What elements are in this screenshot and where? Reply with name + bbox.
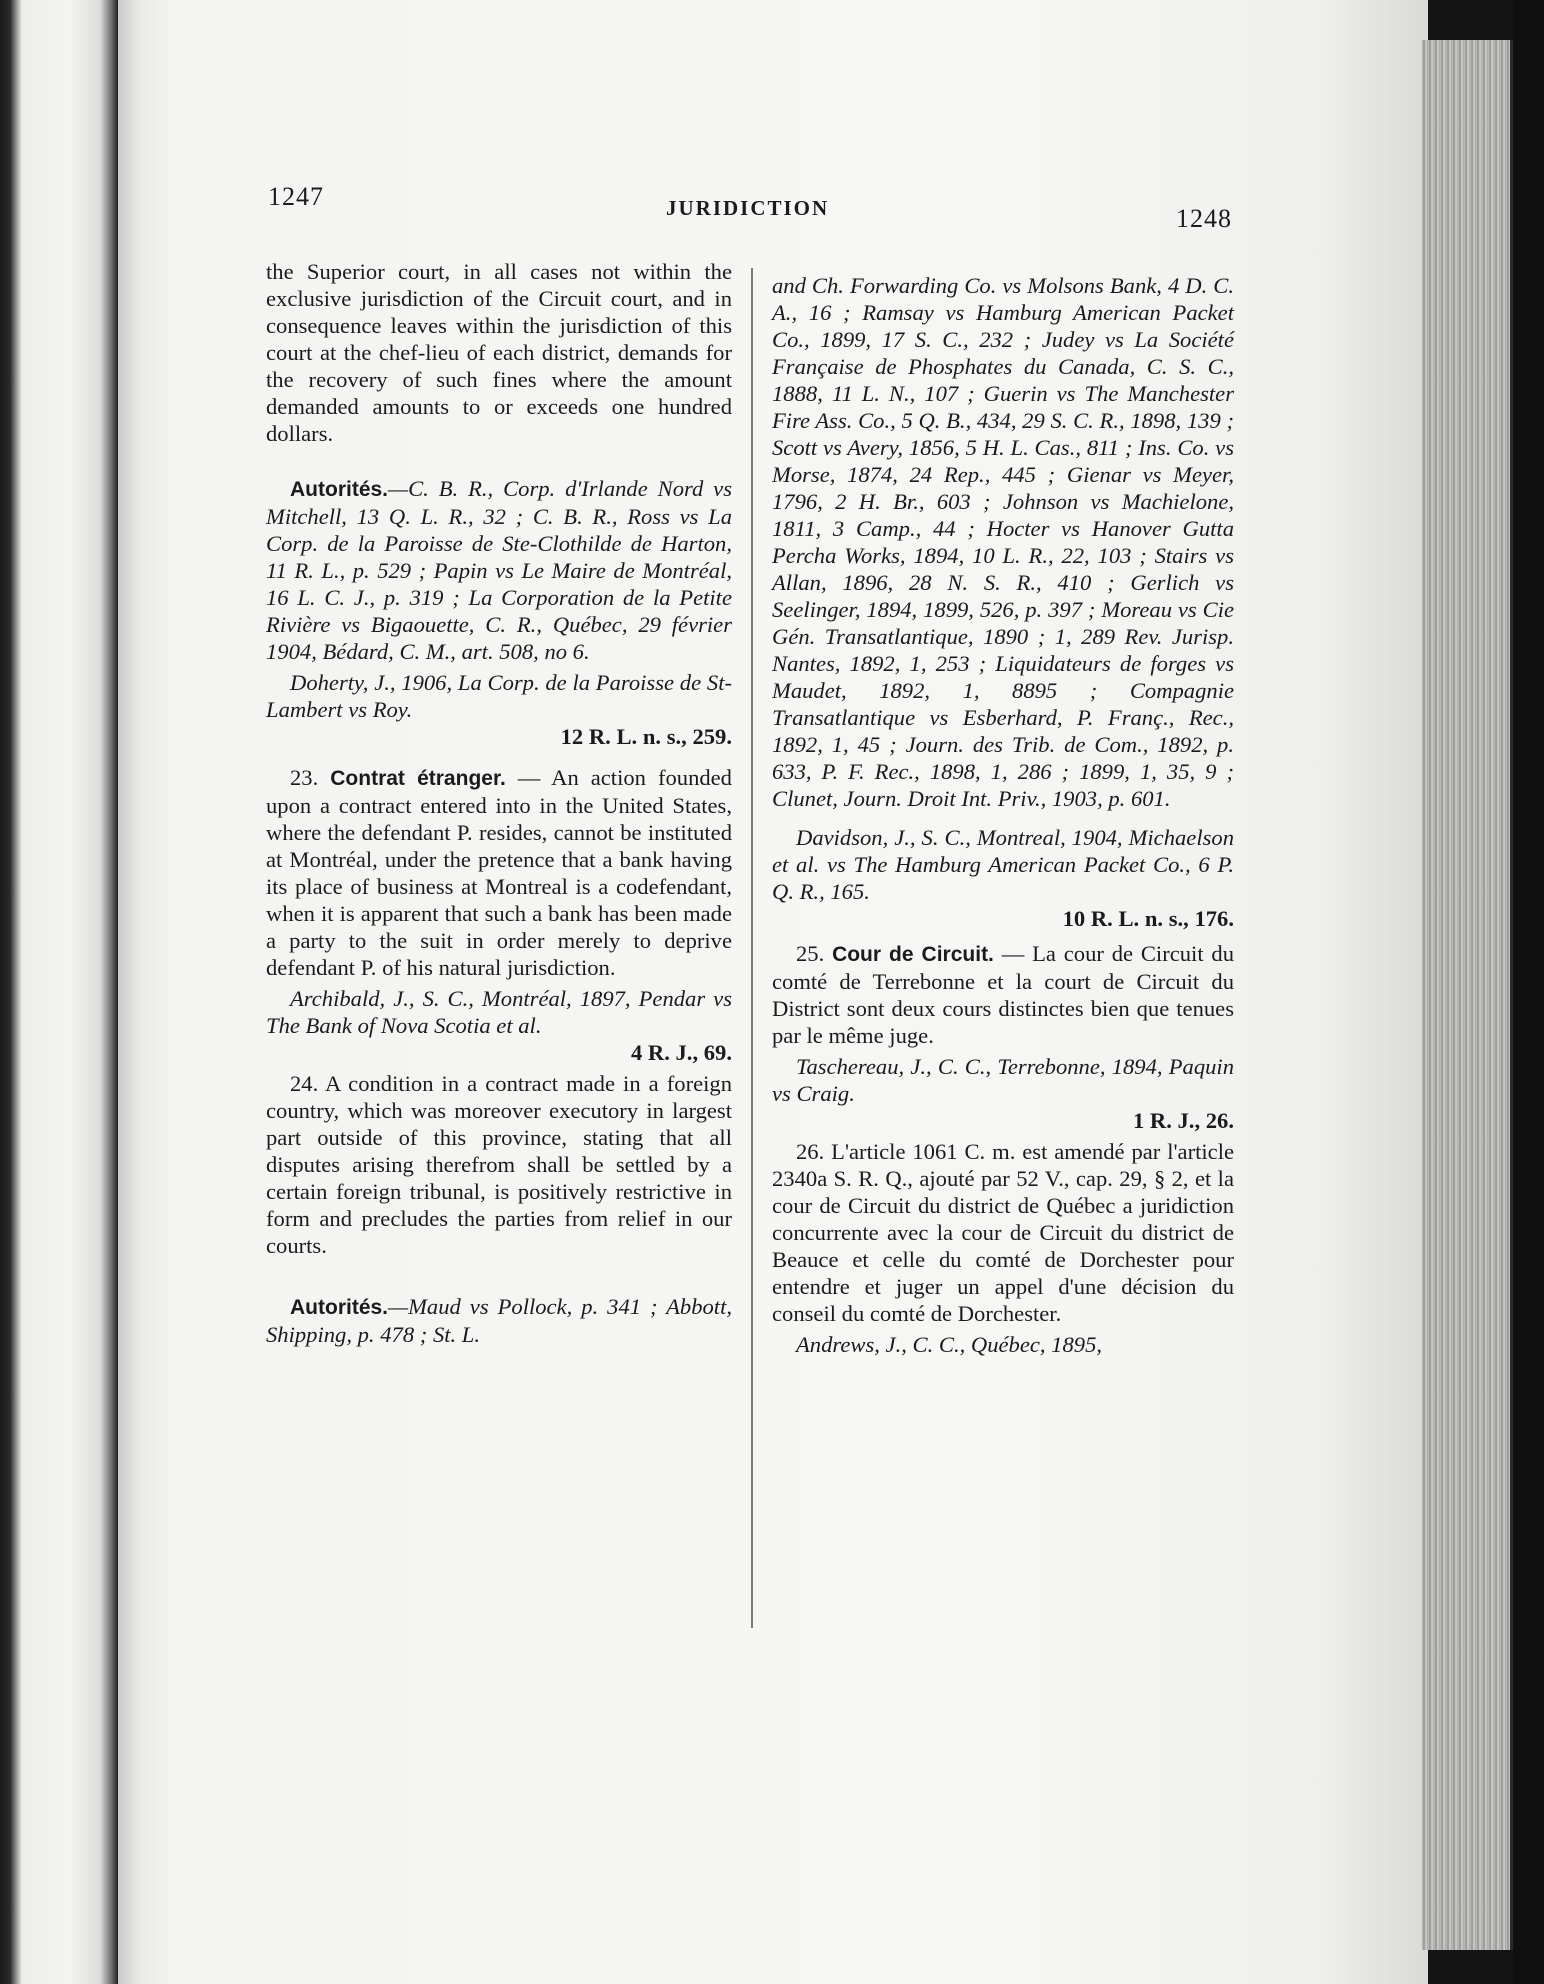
- page-number-right: 1248: [1176, 204, 1232, 233]
- running-head: JURIDICTION: [666, 196, 830, 220]
- page-stack-edges: [1422, 40, 1513, 1950]
- citation: Taschereau, J., C. C., Terrebonne, 1894, Paquin vs Craig.: [772, 1054, 1234, 1106]
- right-column: [772, 272, 1234, 1358]
- references-list: and Ch. Forwarding Co. vs Molsons Bank, 4 D. C. A., 16 ; Ramsay vs Hamburg American Packet Co., 1899, 17 S. C., 232 ; Judey vs La Société Française de Phosphates du Canada, C. S. C., 1888, 11 L. N., 107 ; Guerin vs The Manchester Fire Ass. Co., 5 Q. B., 434, 29 S. C. R., 1898, 139 ; Scott vs Avery, 1856, 5 H. L. Cas., 811 ; Ins. Co. vs Morse, 1874, 24 Rep., 445 ; Gienar vs Meyer, 1796, 2 H. Br., 603 ; Johnson vs Machielone, 1811, 3 Camp., 44 ; Hocter vs Hanover Gutta Percha Works, 1894, 10 L. R., 22, 103 ; Stairs vs Allan, 1896, 28 N. S. R., 410 ; Gerlich vs Seelinger, 1894, 1899, 526, p. 397 ; Moreau vs Cie Gén. Transatlantique, 1890 ; 1, 289 Rev. Jurisp. Nantes, 1892, 1, 253 ; Liquidateurs de forges vs Maudet, 1892, 1, 8895 ; Compagnie Transatlantique vs Esberhard, P. Franç., Rec., 1892, 1, 45 ; Journ. des Trib. de Com., 1892, p. 633, P. F. Rec., 1898, 1, 286 ; 1899, 1, 35, 9 ; Clunet, Journ. Droit Int. Priv., 1903, p. 601.: [772, 273, 1234, 811]
- section-24: 24. A condition in a contract made in a foreign country, which was moreover executory in largest part outside of this province, stating that all disputes arising therefrom shall be settled by a certain foreign tribunal, is positively restrictive in form and precludes the parties from relief in our courts.: [266, 1071, 732, 1258]
- citation: Doherty, J., 1906, La Corp. de la Paroisse de St-Lambert vs Roy.: [266, 670, 732, 722]
- autorites-label: Autorités.: [290, 1296, 389, 1319]
- autorites-label: Autorités.: [290, 478, 389, 501]
- autorites-text: —Maud vs Pollock, p. 341 ; Abbott, Shipping, p. 478 ; St. L.: [266, 1294, 732, 1347]
- citation: Andrews, J., C. C., Québec, 1895,: [796, 1332, 1103, 1357]
- section-26: 26. L'article 1061 C. m. est amendé par l'article 2340a S. R. Q., ajouté par 52 V., cap. 29, § 2, et la cour de Circuit du district de Québec a juridiction concurrente avec la cour de Circuit du district de Beauce et celle du comté de Dorchester pour entendre et juger un appel d'une décision du conseil du comté de Dorchester.: [772, 1139, 1234, 1326]
- scan-background: [1513, 0, 1544, 1984]
- page-number-left: 1247: [268, 182, 324, 211]
- citation: Davidson, J., S. C., Montreal, 1904, Michaelson et al. vs The Hamburg American Packet Co., 6 P. Q. R., 165.: [772, 825, 1234, 904]
- left-column: [266, 258, 732, 1348]
- column-divider: [751, 268, 753, 1628]
- reference: 4 R. J., 69.: [630, 1040, 732, 1065]
- section-title: Cour de Circuit.: [832, 943, 994, 966]
- autorites-block: [266, 1293, 732, 1348]
- section-number: 25.: [796, 941, 825, 966]
- autorites-block: [266, 475, 732, 665]
- section-23: [266, 764, 732, 981]
- section-number: 23.: [290, 765, 319, 790]
- section-title: Contrat étranger.: [330, 767, 506, 790]
- reference: 1 R. J., 26.: [1132, 1108, 1234, 1133]
- autorites-text: —C. B. R., Corp. d'Irlande Nord vs Mitchell, 13 Q. L. R., 32 ; C. B. R., Ross vs La Corp. de la Paroisse de Ste-Clothilde de Harton, 11 R. L., p. 529 ; Papin vs Le Maire de Montréal, 16 L. C. J., p. 319 ; La Corporation de la Petite Rivière vs Bigaouette, C. R., Québec, 29 février 1904, Bédard, C. M., art. 508, no 6.: [266, 476, 732, 664]
- binding-shadow: [0, 0, 118, 1984]
- section-25: [772, 940, 1234, 1049]
- section-text: — La cour de Circuit du comté de Terrebonne et la court de Circuit du District sont deux cours distinctes bien que tenues par le même juge.: [772, 941, 1234, 1048]
- reference: 12 R. L. n. s., 259.: [560, 724, 732, 749]
- reference: 10 R. L. n. s., 176.: [1062, 906, 1234, 931]
- section-text: — An action founded upon a contract entered into in the United States, where the defendant P. resides, cannot be instituted at Montréal, under the pretence that a bank having its place of business at Montreal is a codefendant, when it is apparent that such a bank has been made a party to the suit in order merely to deprive defendant P. of his natural jurisdiction.: [266, 765, 732, 980]
- citation: Archibald, J., S. C., Montréal, 1897, Pendar vs The Bank of Nova Scotia et al.: [266, 986, 732, 1038]
- paragraph-continuation: the Superior court, in all cases not within the exclusive jurisdiction of the Circuit court, and in consequence leaves within the jurisdiction of this court at the chef-lieu of each district, demands for the recovery of such fines where the amount demanded amounts to or exceeds one hundred dollars.: [266, 259, 732, 446]
